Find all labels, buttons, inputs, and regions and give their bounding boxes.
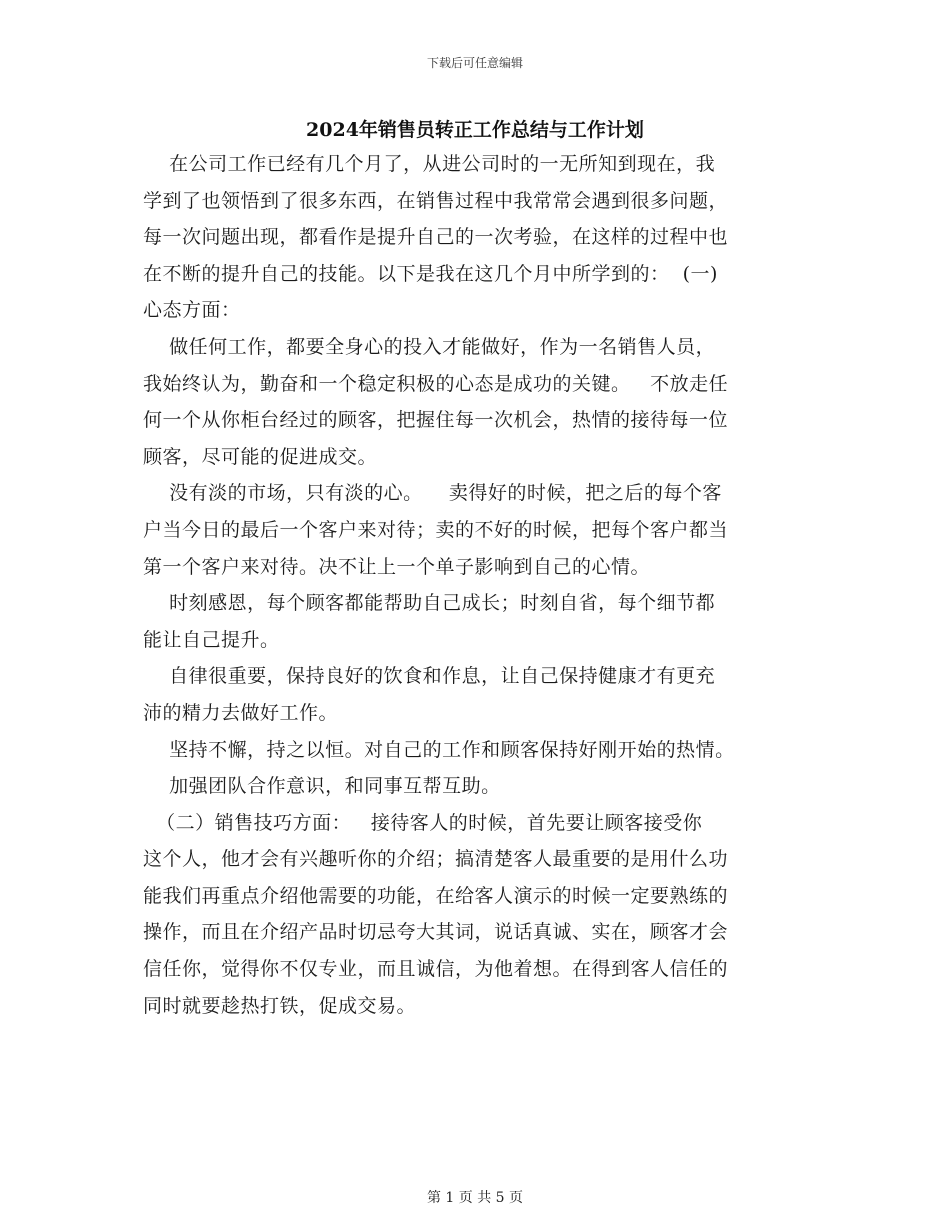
paragraph (143, 805, 808, 1025)
text-line: 我始终认为，勤奋和一个稳定积极的心态是成功的关键。 不放走任 (143, 372, 729, 395)
text-line: 同时就要趁热打铁，促成交易。 (143, 994, 417, 1017)
paragraph (143, 732, 808, 769)
text-line: 时刻感恩，每个顾客都能帮助自己成长；时刻自省，每个细节都 (143, 592, 716, 615)
paragraph (143, 329, 808, 475)
document-title: 2024年销售员转正工作总结与工作计划 (306, 119, 644, 141)
text-line: 心态方面： (143, 299, 241, 322)
text-line: 在公司工作已经有几个月了，从进公司时的一无所知到现在，我 (143, 153, 716, 175)
text-line: 能我们再重点介绍他需要的功能，在给客人演示的时候一定要熟练的 (143, 884, 729, 907)
text-line: 没有淡的市场，只有淡的心。 卖得好的时候，把之后的每个客 (143, 482, 722, 505)
text-line: 顾客，尽可能的促进成交。 (143, 445, 378, 468)
text-line: 户当今日的最后一个客户来对待；卖的不好的时候，把每个客户都当 (143, 518, 729, 541)
text-line: 何一个从你柜台经过的顾客，把握住每一次机会，热情的接待每一位 (143, 409, 729, 432)
paragraph (143, 475, 808, 585)
text-line: 坚持不懈，持之以恒。对自己的工作和顾客保持好刚开始的热情。 (143, 738, 735, 761)
text-line: 自律很重要，保持良好的饮食和作息，让自己保持健康才有更充 (143, 665, 716, 688)
paragraph (143, 146, 808, 329)
page-footer: 第 1 页 共 5 页 (426, 1190, 524, 1206)
text-line: 沛的精力去做好工作。 (143, 701, 339, 724)
header-note: 下载后可任意编辑 (426, 56, 523, 70)
text-line: 操作，而且在介绍产品时切忌夸大其词，说话真诚、实在，顾客才会 (143, 921, 729, 944)
paragraph (143, 768, 808, 805)
text-line: 学到了也领悟到了很多东西，在销售过程中我常常会遇到很多问题， (143, 189, 729, 212)
text-line: 能让自己提升。 (143, 628, 280, 651)
paragraph (143, 585, 808, 658)
text-line: 每一次问题出现，都看作是提升自己的一次考验，在这样的过程中也 (143, 226, 729, 249)
document-body (143, 146, 808, 1024)
text-line: 在不断的提升自己的技能。以下是我在这几个月中所学到的： (一) (143, 262, 718, 285)
text-line: 做任何工作，都要全身心的投入才能做好，作为一名销售人员， (143, 335, 716, 358)
text-line: 信任你，觉得你不仅专业，而且诚信，为他着想。在得到客人信任的 (143, 958, 729, 981)
text-line: （二）销售技巧方面： 接待客人的时候，首先要让顾客接受你 (143, 811, 703, 834)
text-line: 第一个客户来对待。决不让上一个单子影响到自己的心情。 (143, 555, 651, 578)
text-line: 加强团队合作意识，和同事互帮互助。 (143, 775, 501, 798)
text-line: 这个人，他才会有兴趣听你的介绍；搞清楚客人最重要的是用什么功 (143, 848, 729, 871)
paragraph (143, 658, 808, 731)
